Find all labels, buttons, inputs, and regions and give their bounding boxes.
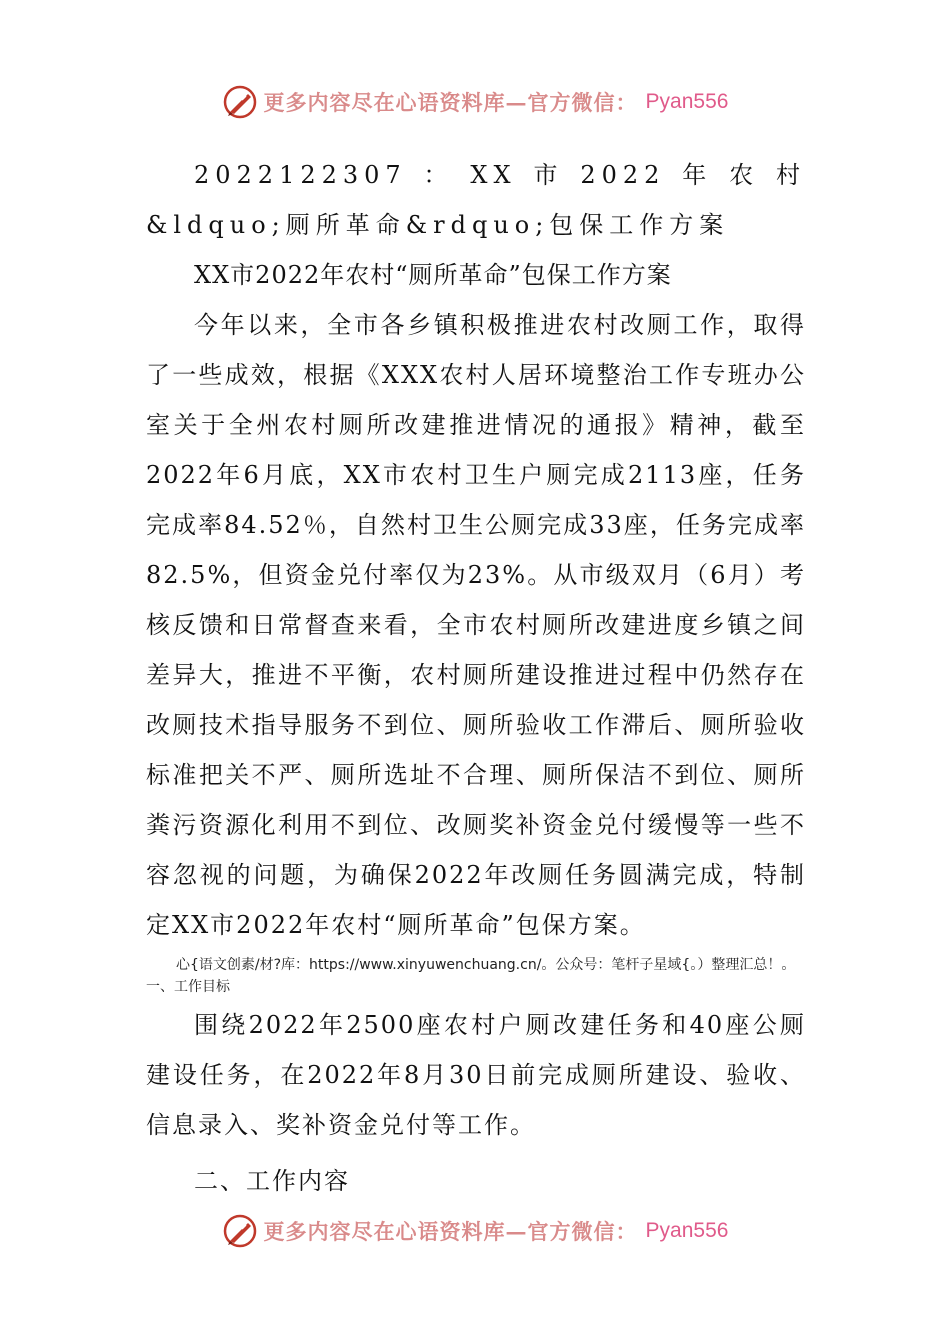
- source-note: 心{语文创素/材?库：https://www.xinyuwenchuang.cn/。公众号：笔杆子星域{。）整理汇总！。一、工作目标: [146, 957, 796, 995]
- quill-pen-logo-icon: [222, 84, 258, 120]
- document-body: [146, 150, 806, 1206]
- section-heading-work-content: 二、工作内容: [194, 1167, 350, 1195]
- footer-banner-wechat-handle: Pyan556: [645, 1219, 729, 1242]
- banner-wechat-handle: Pyan556: [645, 90, 729, 113]
- document-title-line: 2022122307：XX市2022年农村&ldquo;厕所革命&rdquo;包保工作方案: [146, 161, 806, 239]
- footer-banner-slogan: 更多内容尽在心语资料库—官方微信：: [263, 1219, 638, 1244]
- header-banner: [0, 82, 950, 122]
- footer-banner: [0, 1211, 950, 1251]
- intro-paragraph: 今年以来，全市各乡镇积极推进农村改厕工作，取得了一些成效，根据《XXX农村人居环境整治工作专班办公室关于全州农村厕所改建推进情况的通报》精神，截至2022年6月底，XX市农村卫生户厕完成2113座，任务完成率84.52％，自然村卫生公厕完成33座，任务完成率82.5%，但资金兑付率仅为23%。从市级双月（6月）考核反馈和日常督查来看，全市农村厕所改建进度乡镇之间差异大，推进不平衡，农村厕所建设推进过程中仍然存在改厕技术指导服务不到位、厕所验收工作滞后、厕所验收标准把关不严、厕所选址不合理、厕所保洁不到位、厕所粪污资源化利用不到位、改厕奖补资金兑付缓慢等一些不容忽视的问题，为确保2022年改厕任务圆满完成，特制定XX市2022年农村“厕所革命”包保方案。: [146, 311, 806, 939]
- quill-pen-logo-icon: [222, 1213, 258, 1249]
- banner-slogan: 更多内容尽在心语资料库—官方微信：: [263, 90, 638, 115]
- document-subtitle: XX市2022年农村“厕所革命”包保工作方案: [194, 261, 672, 289]
- goal-paragraph: 围绕2022年2500座农村户厕改建任务和40座公厕建设任务，在2022年8月30日前完成厕所建设、验收、信息录入、奖补资金兑付等工作。: [146, 1011, 806, 1139]
